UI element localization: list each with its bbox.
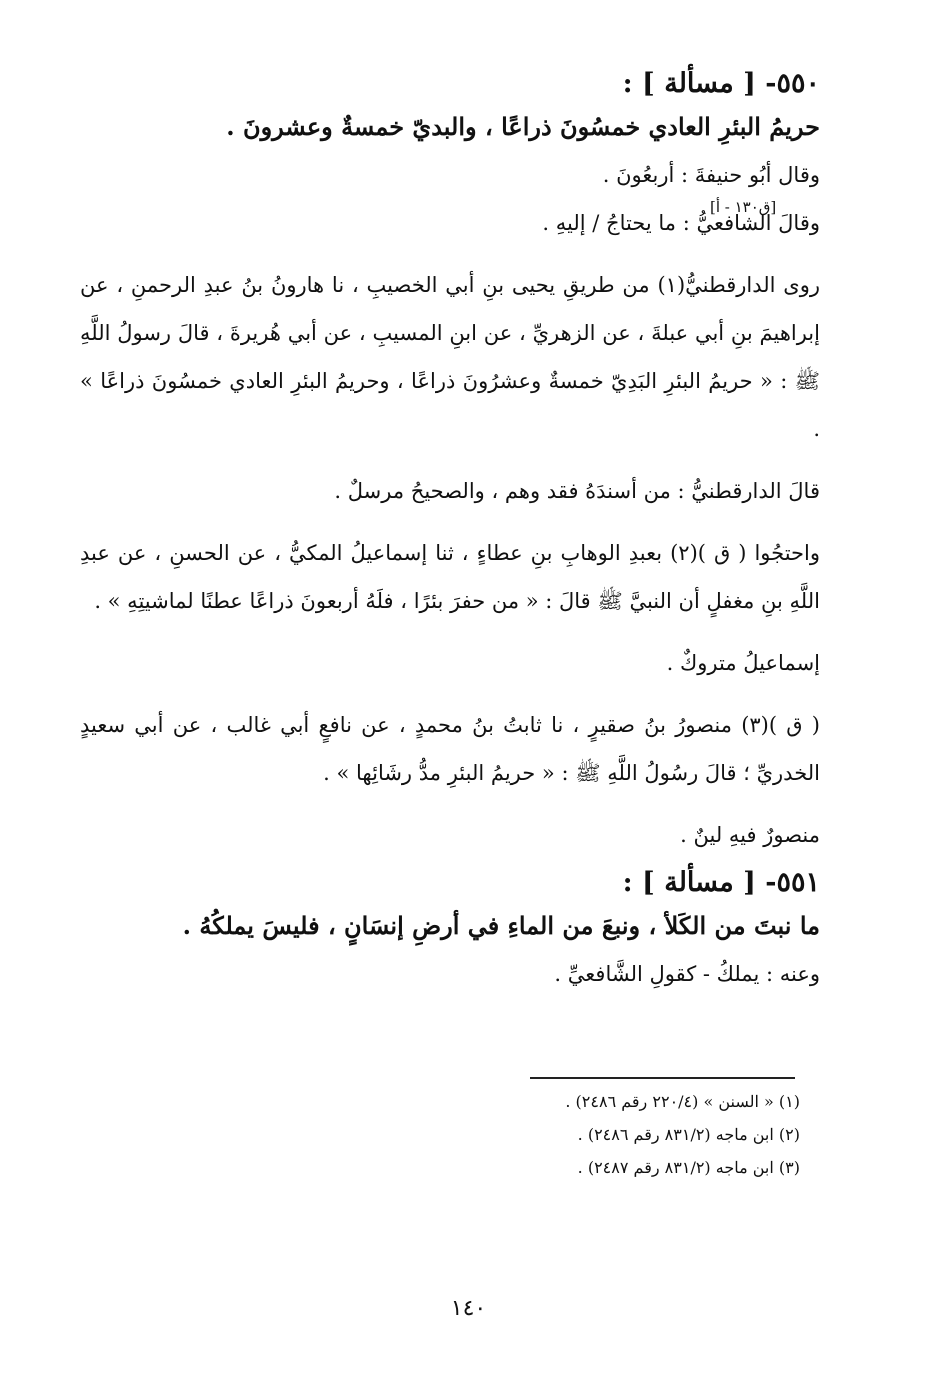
- paragraph: روى الدارقطنيُّ(١) من طريقِ يحيى بنِ أبي الخصيبِ ، نا هارونُ بنُ عبدِ الرحمنِ ، عن إبراهيمَ بنِ أبي عبلةَ ، عن الزهريِّ ، عن ابنِ المسيبِ ، عن أبي هُريرةَ ، قالَ رسولُ اللَّهِ ﷺ : « حريمُ البئرِ البَدِيّ خمسةٌ وعشرُونَ ذراعًا ، وحريمُ البئرِ العادي خمسُونَ ذراعًا » .: [80, 273, 820, 441]
- paragraph: واحتجُوا ( ق )(٢) بعبدِ الوهابِ بنِ عطاءٍ ، ثنا إسماعيلُ المكيُّ ، عن الحسنِ ، عن عبدِ اللَّهِ بنِ مغفلٍ أن النبيَّ ﷺ قالَ : « من حفرَ بئرًا ، فلَهُ أربعونَ ذراعًا عطنًا لماشيتِهِ » .: [80, 541, 820, 613]
- paragraph: ( ق )(٣) منصورُ بنُ صقيرٍ ، نا ثابتُ بنُ محمدٍ ، عن نافعٍ أبي غالب ، عن أبي سعيدٍ الخدريِّ ؛ قالَ رسُولُ اللَّهِ ﷺ : « حريمُ البئرِ مدُّ رشَائِها » .: [80, 713, 820, 785]
- manuscript-folio-note: [ق١٣٠ - أ]: [710, 198, 777, 216]
- paragraph: وعنه : يملكُ - كقولِ الشَّافعيِّ .: [554, 962, 820, 986]
- footnote-separator: [530, 1077, 795, 1079]
- section-heading: ٥٥٠- [ مسألة ] :: [622, 68, 820, 99]
- paragraph: وقالَ الشافعيُّ : ما يحتاجُ / إليهِ .: [542, 211, 820, 235]
- section-551: [80, 867, 820, 998]
- section-550: [80, 68, 820, 859]
- page-number: ١٤٠: [450, 1296, 487, 1321]
- section-ruling: ما نبتَ من الكَلأ ، ونبعَ من الماءِ في أرضِ إنسَانٍ ، فليسَ يملكُهُ .: [182, 911, 820, 940]
- footnotes: [340, 1085, 800, 1184]
- paragraph: إسماعيلُ متروكٌ .: [666, 651, 820, 675]
- paragraph: قالَ الدارقطنيُّ : من أسندَهُ فقد وهم ، والصحيحُ مرسلٌ .: [334, 479, 820, 503]
- section-heading: ٥٥١- [ مسألة ] :: [622, 867, 820, 898]
- paragraph: وقال أبُو حنيفةَ : أربعُونَ .: [602, 163, 820, 187]
- paragraph: منصورٌ فيهِ لينٌ .: [680, 823, 820, 847]
- section-ruling: حريمُ البئرِ العادي خمسُونَ ذراعًا ، والبديّ خمسةٌ وعشرونَ .: [226, 112, 820, 141]
- footnote-3: (٣) ابن ماجه (٨٣١/٢ رقم ٢٤٨٧) .: [577, 1158, 800, 1177]
- footnote-1: (١) « السنن » (٢٢٠/٤ رقم ٢٤٨٦) .: [565, 1092, 800, 1111]
- footnote-2: (٢) ابن ماجه (٨٣١/٢ رقم ٢٤٨٦) .: [577, 1125, 800, 1144]
